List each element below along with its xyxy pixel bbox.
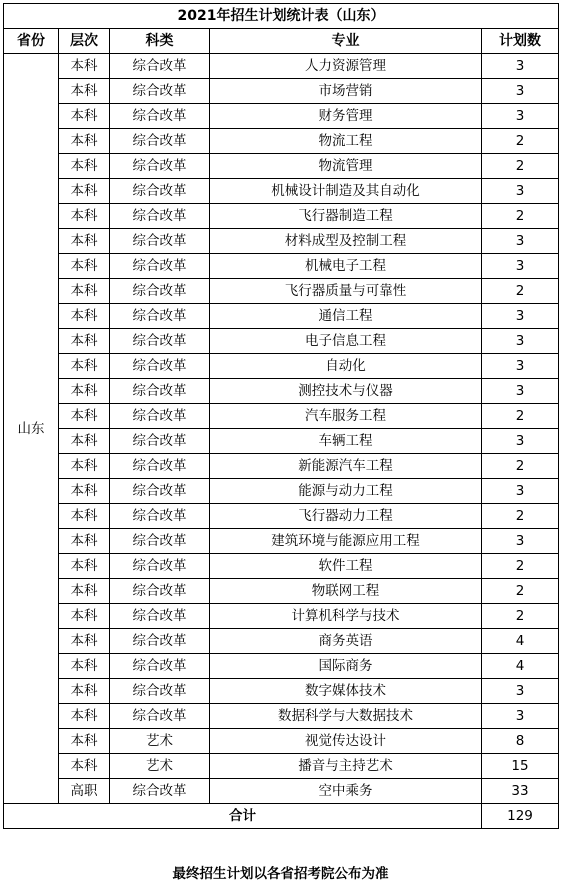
category-cell: 综合改革 [110,679,210,704]
major-cell: 飞行器动力工程 [210,504,482,529]
major-cell: 建筑环境与能源应用工程 [210,529,482,554]
total-label: 合计 [4,804,482,829]
major-cell: 市场营销 [210,79,482,104]
category-cell: 综合改革 [110,479,210,504]
level-cell: 本科 [59,729,110,754]
category-cell: 综合改革 [110,379,210,404]
level-cell: 本科 [59,654,110,679]
category-cell: 综合改革 [110,529,210,554]
header-count: 计划数 [482,29,559,54]
category-cell: 综合改革 [110,779,210,804]
table-row [4,279,559,304]
count-cell: 2 [482,154,559,179]
table-row [4,129,559,154]
count-cell: 3 [482,704,559,729]
category-cell: 综合改革 [110,704,210,729]
count-cell: 3 [482,229,559,254]
level-cell: 本科 [59,154,110,179]
category-cell: 综合改革 [110,54,210,79]
count-cell: 2 [482,129,559,154]
level-cell: 高职 [59,779,110,804]
level-cell: 本科 [59,54,110,79]
count-cell: 2 [482,404,559,429]
major-cell: 空中乘务 [210,779,482,804]
table-row [4,429,559,454]
count-cell: 2 [482,604,559,629]
count-cell: 8 [482,729,559,754]
table-row [4,704,559,729]
level-cell: 本科 [59,554,110,579]
major-cell: 汽车服务工程 [210,404,482,429]
table-row [4,304,559,329]
table-row [4,379,559,404]
level-cell: 本科 [59,679,110,704]
count-cell: 3 [482,679,559,704]
header-major: 专业 [210,29,482,54]
major-cell: 数字媒体技术 [210,679,482,704]
level-cell: 本科 [59,229,110,254]
count-cell: 4 [482,654,559,679]
level-cell: 本科 [59,329,110,354]
level-cell: 本科 [59,404,110,429]
table-row [4,454,559,479]
province-cell: 山东 [4,54,59,804]
major-cell: 新能源汽车工程 [210,454,482,479]
table-row [4,654,559,679]
table-row [4,404,559,429]
category-cell: 艺术 [110,729,210,754]
table-row [4,79,559,104]
table-row [4,154,559,179]
category-cell: 综合改革 [110,279,210,304]
level-cell: 本科 [59,429,110,454]
count-cell: 3 [482,104,559,129]
level-cell: 本科 [59,129,110,154]
header-row [4,29,559,54]
table-row [4,529,559,554]
table-row [4,179,559,204]
category-cell: 综合改革 [110,154,210,179]
category-cell: 综合改革 [110,579,210,604]
table-row [4,479,559,504]
major-cell: 人力资源管理 [210,54,482,79]
category-cell: 综合改革 [110,429,210,454]
count-cell: 33 [482,779,559,804]
category-cell: 综合改革 [110,629,210,654]
major-cell: 物流管理 [210,154,482,179]
table-row [4,779,559,804]
level-cell: 本科 [59,104,110,129]
count-cell: 2 [482,454,559,479]
category-cell: 综合改革 [110,129,210,154]
count-cell: 3 [482,304,559,329]
level-cell: 本科 [59,629,110,654]
table-body [4,54,559,804]
major-cell: 飞行器质量与可靠性 [210,279,482,304]
table-row [4,629,559,654]
level-cell: 本科 [59,304,110,329]
level-cell: 本科 [59,454,110,479]
category-cell: 综合改革 [110,504,210,529]
level-cell: 本科 [59,354,110,379]
level-cell: 本科 [59,579,110,604]
level-cell: 本科 [59,604,110,629]
count-cell: 3 [482,179,559,204]
level-cell: 本科 [59,179,110,204]
table-row [4,204,559,229]
count-cell: 3 [482,54,559,79]
table-row [4,229,559,254]
major-cell: 软件工程 [210,554,482,579]
count-cell: 3 [482,529,559,554]
major-cell: 视觉传达设计 [210,729,482,754]
category-cell: 综合改革 [110,404,210,429]
major-cell: 计算机科学与技术 [210,604,482,629]
major-cell: 材料成型及控制工程 [210,229,482,254]
count-cell: 3 [482,379,559,404]
count-cell: 2 [482,204,559,229]
count-cell: 3 [482,479,559,504]
category-cell: 综合改革 [110,604,210,629]
footnote: 最终招生计划以各省招考院公布为准 [172,866,389,882]
category-cell: 综合改革 [110,104,210,129]
major-cell: 通信工程 [210,304,482,329]
table-title: 2021年招生计划统计表（山东） [4,4,559,29]
major-cell: 物联网工程 [210,579,482,604]
level-cell: 本科 [59,279,110,304]
table-row [4,254,559,279]
category-cell: 综合改革 [110,354,210,379]
level-cell: 本科 [59,504,110,529]
header-level: 层次 [59,29,110,54]
category-cell: 综合改革 [110,654,210,679]
major-cell: 财务管理 [210,104,482,129]
table-row [4,354,559,379]
major-cell: 自动化 [210,354,482,379]
table-row [4,54,559,79]
total-value: 129 [482,804,559,829]
major-cell: 能源与动力工程 [210,479,482,504]
major-cell: 播音与主持艺术 [210,754,482,779]
header-category: 科类 [110,29,210,54]
count-cell: 4 [482,629,559,654]
level-cell: 本科 [59,254,110,279]
level-cell: 本科 [59,204,110,229]
category-cell: 综合改革 [110,229,210,254]
count-cell: 2 [482,504,559,529]
major-cell: 机械电子工程 [210,254,482,279]
count-cell: 2 [482,579,559,604]
table-row [4,604,559,629]
count-cell: 3 [482,329,559,354]
level-cell: 本科 [59,79,110,104]
count-cell: 3 [482,79,559,104]
level-cell: 本科 [59,479,110,504]
level-cell: 本科 [59,529,110,554]
category-cell: 综合改革 [110,304,210,329]
level-cell: 本科 [59,754,110,779]
header-province: 省份 [4,29,59,54]
count-cell: 2 [482,279,559,304]
category-cell: 综合改革 [110,454,210,479]
major-cell: 电子信息工程 [210,329,482,354]
category-cell: 综合改革 [110,554,210,579]
category-cell: 综合改革 [110,179,210,204]
major-cell: 测控技术与仪器 [210,379,482,404]
count-cell: 15 [482,754,559,779]
table-row [4,754,559,779]
category-cell: 综合改革 [110,329,210,354]
table-row [4,729,559,754]
count-cell: 3 [482,354,559,379]
category-cell: 艺术 [110,754,210,779]
major-cell: 数据科学与大数据技术 [210,704,482,729]
count-cell: 3 [482,429,559,454]
total-row [4,804,559,829]
category-cell: 综合改革 [110,254,210,279]
table-row [4,554,559,579]
category-cell: 综合改革 [110,204,210,229]
table-row [4,679,559,704]
level-cell: 本科 [59,704,110,729]
count-cell: 2 [482,554,559,579]
table-row [4,504,559,529]
table-row [4,579,559,604]
major-cell: 飞行器制造工程 [210,204,482,229]
major-cell: 机械设计制造及其自动化 [210,179,482,204]
enrollment-plan-table [3,3,559,829]
count-cell: 3 [482,254,559,279]
category-cell: 综合改革 [110,79,210,104]
major-cell: 国际商务 [210,654,482,679]
level-cell: 本科 [59,379,110,404]
major-cell: 物流工程 [210,129,482,154]
major-cell: 商务英语 [210,629,482,654]
table-row [4,104,559,129]
major-cell: 车辆工程 [210,429,482,454]
table-row [4,329,559,354]
